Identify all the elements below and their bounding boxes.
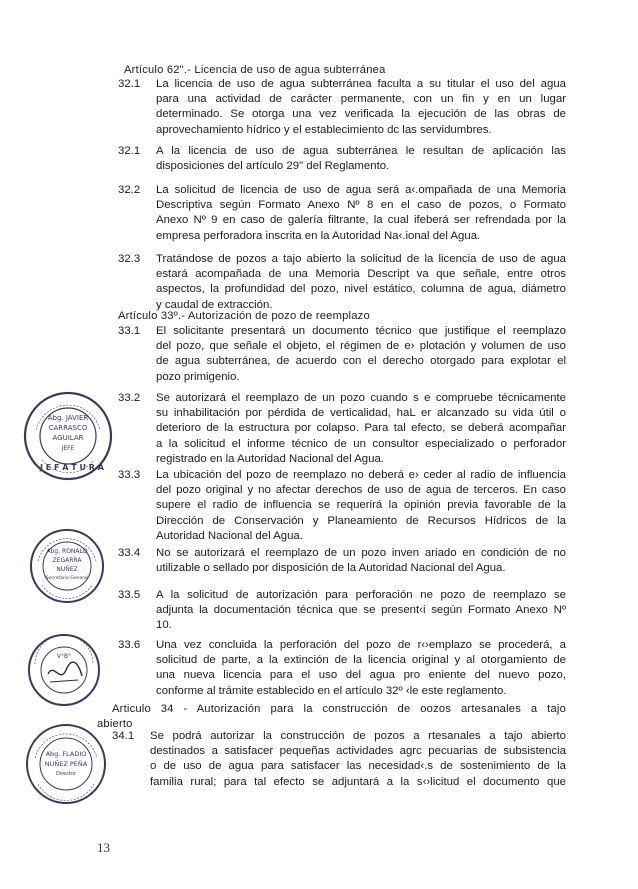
clause-text: Tratándose de pozos a tajo abierto la solicitud de la licencia de uso de agua estará acompañada de una Memoria Descript va que señale, entre otros aspectos, la profundidad del pozo, nivel estático, columna de agua, diámetro y caudal de extracción. (156, 253, 566, 311)
page-number: 13 (97, 840, 110, 855)
clause-33-5 (118, 588, 566, 634)
clause-text: Se podrá autorizar la construcción de pozos a rtesanales a tajo abierto destinados a satisfacer pequeñas actividades agrc pecuarias de subsistencia o de uso de agua para satisfacer las necesidad‹.s de sostenimiento de la familia rural; para tal efecto se adjuntará a la s‹›licitud el documento que (150, 730, 566, 788)
clause-number: 32.3 (118, 253, 141, 265)
secretary-seal-stamp (28, 527, 106, 605)
clause-33-2 (118, 391, 566, 467)
svg-text:Abg. FLADIO: Abg. FLADIO (45, 750, 87, 758)
official-seal-stamp (22, 390, 114, 482)
clause-32-2 (118, 183, 566, 244)
clause-32-3 (118, 252, 566, 313)
clause-33-4 (118, 546, 566, 576)
clause-33-6 (118, 638, 566, 699)
clause-text: La solicitud de licencia de uso de agua será a‹.ompañada de una Memoria Descriptiva según Formato Anexo Nº 8 en el caso de pozos, o Formato Anexo Nº 9 en caso de galería filtrante, la cual ifeberá ser refrendada por la empresa perforadora inscrita en la Autoridad Na‹.ional del Agua. (156, 184, 566, 242)
clause-text: La licencia de uso de agua subterránea faculta a su titular el uso del agua para una actividad de carácter permanente, con un fin y en un lugar determinado. Se otorga una vez verificada la ejecución de las obras de aprovechamiento hídrico y el establecimiento dc las servidumbres. (156, 78, 566, 136)
clause-text: Se autorizará el reemplazo de un pozo cuando s e compruebe técnicamente su inhabilitación por pérdida de verticalidad, haL er alcanzado su vida útil o deterioro de la estructura por colapso. Para tal efecto, se deberá acompañar a la solicitud el informe técnico de un consultor especializado o perforador registrado en la Autoridad Nacional del Agua. (156, 392, 566, 465)
clause-text: La ubicación del pozo de reemplazo no deberá e› ceder al radio de influencia del pozo original y no afectar derechos de uso de agua de terceros. En caso supere el radio de influencia se requerirá la opinión previa favorable de la Dirección de Conservación y Planeamiento de Recursos Hídricos de la Autoridad Nacional del Agua. (156, 469, 566, 542)
svg-text:NUÑEZ PEÑA: NUÑEZ PEÑA (44, 760, 88, 768)
clause-text: El solicitante presentará un documento técnico que justifique el reemplazo del pozo, que señale el objeto, el régimen de e› plotación y volumen de uso de agua subterránea, de acuerdo con el derecho otorgado para explotar el pozo primigenio. (156, 325, 566, 383)
clause-33-1 (118, 324, 566, 385)
clause-text: A la solicitud de autorización para perforación ne pozo de reemplazo se adjunta la documentación técnica que se present‹i según Formato Anexo Nº 10. (156, 589, 566, 632)
clause-number: 32.1 (118, 145, 141, 157)
svg-text:Abg. JAVIER: Abg. JAVIER (47, 414, 89, 422)
clause-number: 33.6 (118, 639, 141, 651)
signature-seal-stamp (26, 632, 102, 708)
svg-text:Director: Director (55, 771, 77, 777)
clause-text: No se autorizará el reemplazo de un pozo inven ariado en condición de no utilizable o sellado por disposición de la Autoridad Nacional del Agua. (156, 547, 566, 575)
clause-text: A la licencia de uso de agua subterránea le resultan de aplicación las disposiciones del artículo 29" del Reglamento. (156, 145, 566, 173)
clause-number: 33.1 (118, 325, 141, 337)
svg-text:NUÑEZ: NUÑEZ (56, 566, 78, 573)
article-62-title: Artículo 62".- Licencia de uso de agua subterránea (124, 64, 386, 76)
clause-number: 33.3 (118, 469, 141, 481)
svg-text:Secretario General: Secretario General (45, 576, 89, 581)
legal-office-seal-stamp (24, 722, 108, 806)
clause-number: 32.1 (118, 78, 141, 90)
clause-32-1-a (118, 77, 566, 138)
clause-32-1-b (118, 144, 566, 174)
svg-text:CARRASCO: CARRASCO (48, 424, 88, 432)
svg-text:Abg. RONALD: Abg. RONALD (46, 548, 88, 555)
clause-text: Una vez concluida la perforación del pozo de r‹›emplazo se procederá, a solicitud de parte, a la extinción de la licencia original y al otorgamiento de una nueva licencia para el uso del agua pro eniente del nuevo pozo, conforme al trámite establecido en el artículo 32º ‹le este reglamento. (156, 639, 566, 697)
clause-33-3 (118, 468, 566, 544)
svg-text:JEFE: JEFE (61, 445, 75, 452)
clause-number: 33.2 (118, 392, 141, 404)
article-33-title: Artículo 33º.- Autorización de pozo de reemplazo (118, 310, 370, 322)
clause-number: 34.1 (112, 730, 135, 742)
article-34-title-continued: abierto (97, 718, 133, 730)
clause-number: 33.4 (118, 547, 141, 559)
svg-text:V°B°: V°B° (56, 653, 72, 660)
clause-34-1 (112, 729, 566, 790)
clause-number: 33.5 (118, 589, 141, 601)
svg-text:J E F A T U R A: J E F A T U R A (40, 463, 104, 472)
clause-number: 32.2 (118, 184, 141, 196)
svg-text:AGUILAR: AGUILAR (52, 434, 84, 442)
article-34-title: Articulo 34 - Autorización para la construcción de oozos artesanales a tajo (112, 703, 566, 715)
svg-text:ZEGARRA: ZEGARRA (52, 557, 82, 564)
